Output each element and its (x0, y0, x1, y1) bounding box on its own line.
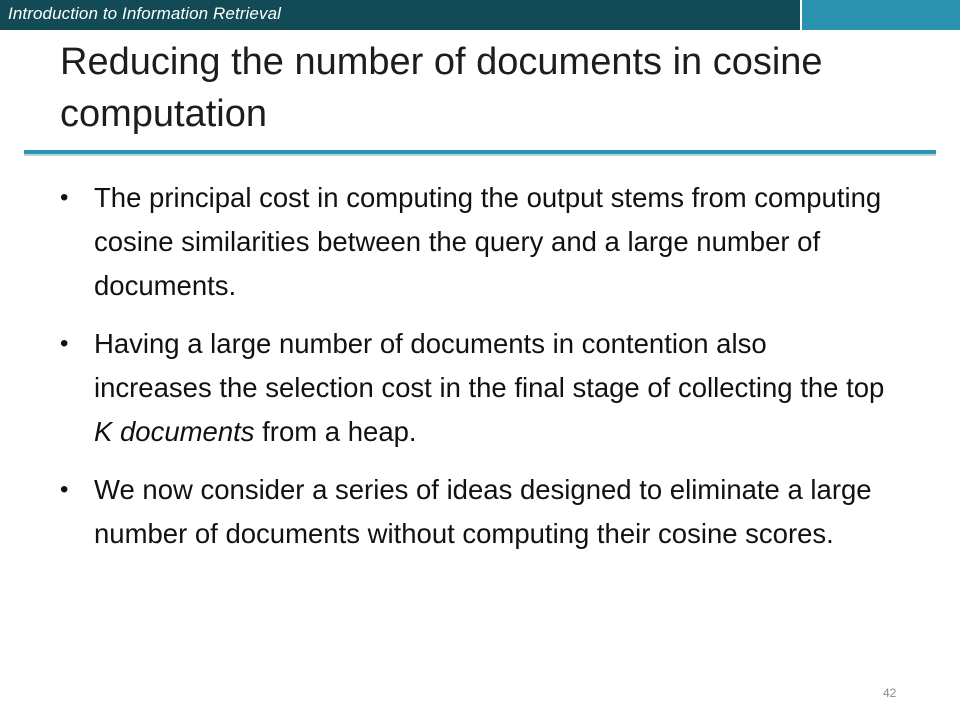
bullet-icon: • (60, 476, 69, 503)
bullet-text (94, 328, 884, 447)
header-bar (0, 0, 800, 30)
bullet-item (60, 322, 890, 454)
slide-title: Reducing the number of documents in cosine computation (60, 41, 823, 135)
bullet-text: The principal cost in computing the output stems from computing cosine similarities between the query and a large number of documents. (94, 182, 882, 301)
header-accent-block (802, 0, 960, 30)
title-divider-shadow (24, 154, 936, 156)
page-number: 42 (883, 686, 897, 700)
bullet-text: We now consider a series of ideas designed to eliminate a large number of documents without computing their cosine scores. (94, 474, 872, 549)
bullet-item (60, 468, 890, 556)
bullet-list (60, 176, 890, 570)
bullet-item (60, 176, 890, 308)
bullet-text-italic: K documents (94, 416, 255, 447)
bullet-text-end: from a heap. (254, 416, 417, 447)
bullet-text-start: Having a large number of documents in contention also increases the selection cost in the final stage of collecting the top (94, 328, 885, 403)
bullet-icon: • (60, 330, 69, 357)
bullet-icon: • (60, 184, 69, 211)
course-title: Introduction to Information Retrieval (8, 4, 282, 23)
